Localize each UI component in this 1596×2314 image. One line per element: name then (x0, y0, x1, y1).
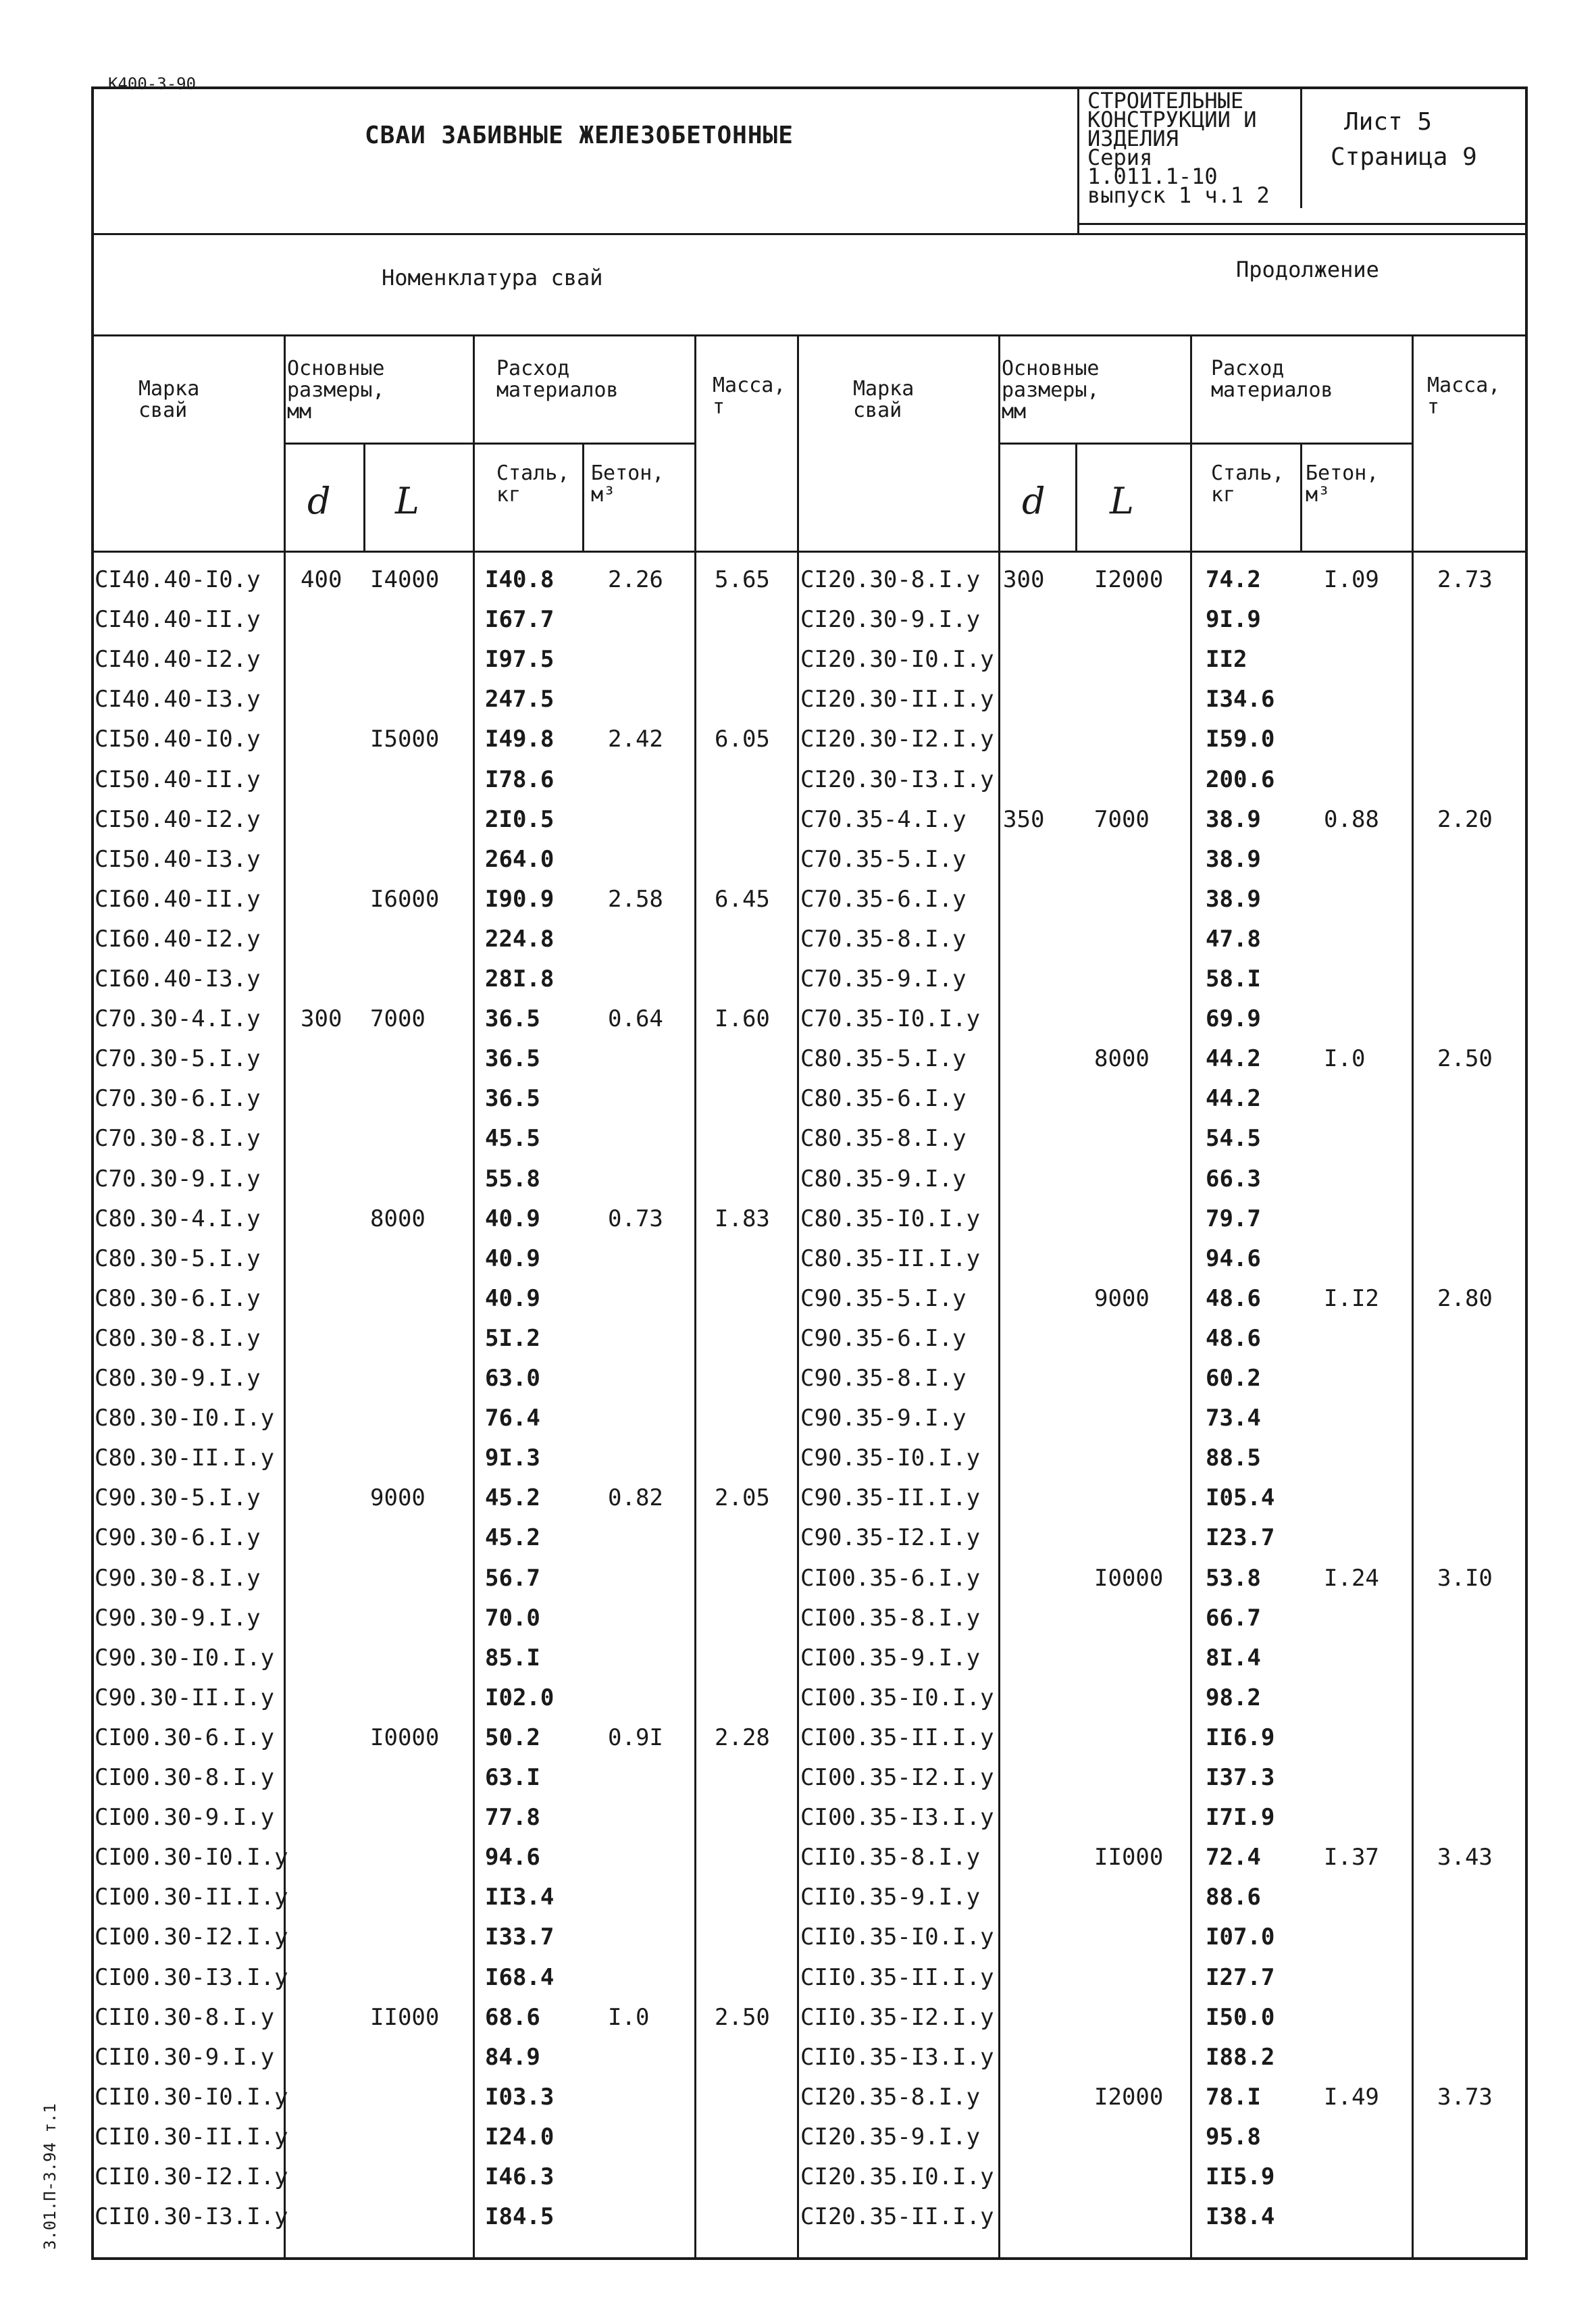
cell-steel: I90.9 (485, 885, 555, 913)
header-mark-line: Марка (138, 377, 200, 401)
cell-mark: С70.30-5.I.у (95, 1045, 261, 1073)
header-steel (496, 463, 569, 506)
cell-mass: 2.73 (1437, 566, 1493, 593)
header-concrete-line: Бетон, (591, 461, 665, 485)
cell-mark: С80.35-9.I.у (800, 1165, 967, 1192)
cell-steel: I07.0 (1206, 1923, 1275, 1951)
cell-concrete: I.0 (608, 2003, 650, 2031)
cell-steel: 9I.3 (485, 1444, 540, 1472)
cell-steel: 53.8 (1206, 1564, 1261, 1592)
cell-mark: СI00.30-I2.I.у (95, 1923, 288, 1951)
header-dims-line: размеры, (1002, 378, 1100, 402)
cell-mark: С80.35-8.I.у (800, 1125, 967, 1153)
rule-col (363, 443, 365, 551)
cell-concrete: I.24 (1324, 1564, 1379, 1592)
cell-mark: СI20.35-II.I.у (800, 2203, 994, 2231)
cell-d: 300 (301, 1005, 342, 1033)
cell-mark: СI50.40-I2.у (95, 805, 261, 833)
header-dims-line: Основные (1002, 357, 1100, 380)
rule-col (582, 443, 584, 551)
cell-mass: I.60 (715, 1005, 770, 1033)
cell-concrete: I.I2 (1324, 1284, 1379, 1312)
cell-steel: 77.8 (485, 1804, 540, 1832)
cell-mark: СI20.35-8.I.у (800, 2083, 981, 2111)
cell-steel: 224.8 (485, 925, 555, 953)
cell-mass: 2.50 (715, 2003, 770, 2031)
cell-mass: 2.20 (1437, 805, 1493, 833)
cell-steel: 88.5 (1206, 1444, 1261, 1472)
cell-mark: С80.30-6.I.у (95, 1284, 261, 1312)
header-mass-line: Масса, (1427, 374, 1501, 397)
cell-mark: СI50.40-II.у (95, 765, 261, 793)
cell-mark: СI60.40-I3.у (95, 965, 261, 992)
header-dims-line: мм (287, 400, 312, 424)
cell-steel: 45.2 (485, 1524, 540, 1552)
cell-steel: 79.7 (1206, 1205, 1261, 1232)
cell-mark: С70.30-8.I.у (95, 1125, 261, 1153)
cell-mass: 3.73 (1437, 2083, 1493, 2111)
cell-mark: С80.30-II.I.у (95, 1444, 275, 1472)
cell-mark: СI60.40-I2.у (95, 925, 261, 953)
cell-mark: С90.30-5.I.у (95, 1484, 261, 1512)
cell-l: 9000 (370, 1484, 426, 1512)
cell-mark: С90.35-8.I.у (800, 1365, 967, 1392)
cell-mark: СI00.35-I2.I.у (800, 1764, 994, 1791)
cell-steel: II2 (1206, 646, 1247, 674)
cell-steel: I59.0 (1206, 726, 1275, 753)
cell-mark: СI20.35.I0.I.у (800, 2163, 994, 2190)
cell-steel: 95.8 (1206, 2123, 1261, 2150)
cell-mark: СI00.35-II.I.у (800, 1724, 994, 1751)
cell-steel: 72.4 (1206, 1844, 1261, 1871)
header-steel (1211, 463, 1284, 506)
cell-mass: 6.05 (715, 726, 770, 753)
cell-l: 7000 (1094, 805, 1150, 833)
cell-mass: 5.65 (715, 566, 770, 593)
cell-steel: I24.0 (485, 2123, 555, 2150)
header-dims-line: размеры, (287, 378, 385, 402)
rule-col (1300, 443, 1302, 551)
header-mark-line: свай (853, 399, 902, 422)
header-dims (287, 358, 385, 423)
series-line: Серия (1087, 145, 1153, 170)
cell-l: II000 (370, 2003, 440, 2031)
cell-l: I2000 (1094, 566, 1164, 593)
cell-steel: 55.8 (485, 1165, 540, 1192)
cell-steel: 5I.2 (485, 1324, 540, 1352)
rule-col (694, 334, 696, 2260)
cell-steel: 38.9 (1206, 845, 1261, 873)
cell-mark: СI00.30-9.I.у (95, 1804, 275, 1832)
cell-mark: СII0.35-II.I.у (800, 1963, 994, 1991)
cell-steel: 44.2 (1206, 1085, 1261, 1113)
cell-steel: I23.7 (1206, 1524, 1275, 1552)
cell-steel: 56.7 (485, 1564, 540, 1592)
cell-steel: 48.6 (1206, 1324, 1261, 1352)
cell-mark: С90.35-6.I.у (800, 1324, 967, 1352)
cell-steel: I49.8 (485, 726, 555, 753)
cell-steel: 68.6 (485, 2003, 540, 2031)
cell-mark: С70.35-6.I.у (800, 885, 967, 913)
cell-mark: С90.35-II.I.у (800, 1484, 981, 1512)
cell-steel: 94.6 (1206, 1244, 1261, 1272)
document-title: СВАИ ЗАБИВНЫЕ ЖЕЛЕЗОБЕТОННЫЕ (365, 122, 794, 149)
header-mass-line: т (1427, 395, 1440, 419)
series-line: 1.011.1-10 (1087, 164, 1218, 189)
cell-steel: 66.7 (1206, 1604, 1261, 1632)
cell-steel: I46.3 (485, 2163, 555, 2190)
cell-mark: С90.30-8.I.у (95, 1564, 261, 1592)
header-steel-line: кг (1211, 483, 1236, 507)
cell-steel: I97.5 (485, 646, 555, 674)
cell-steel: I67.7 (485, 606, 555, 634)
cell-mark: СI50.40-I0.у (95, 726, 261, 753)
cell-concrete: 0.88 (1324, 805, 1379, 833)
cell-concrete: I.09 (1324, 566, 1379, 593)
cell-mark: СI00.30-8.I.у (95, 1764, 275, 1791)
cell-steel: 48.6 (1206, 1284, 1261, 1312)
cell-concrete: 0.82 (608, 1484, 663, 1512)
header-mass (1427, 375, 1500, 418)
cell-mark: СI60.40-II.у (95, 885, 261, 913)
rule-series-underline (1077, 223, 1528, 225)
cell-mass: 2.50 (1437, 1045, 1493, 1073)
cell-steel: 36.5 (485, 1045, 540, 1073)
cell-mark: С70.35-5.I.у (800, 845, 967, 873)
rule-col (473, 334, 475, 2260)
cell-mark: С90.35-5.I.у (800, 1284, 967, 1312)
cell-mark: СI20.30-I3.I.у (800, 765, 994, 793)
cell-steel: I78.6 (485, 765, 555, 793)
rule-col (1412, 334, 1414, 2260)
cell-steel: 63.0 (485, 1365, 540, 1392)
continuation-label: Продолжение (1236, 257, 1379, 282)
header-d-symbol: d (1022, 480, 1046, 522)
cell-mark: С70.30-6.I.у (95, 1085, 261, 1113)
cell-concrete: 0.73 (608, 1205, 663, 1232)
header-materials-line: Расход (1211, 357, 1285, 380)
rule-sheet-divider (1300, 86, 1302, 208)
cell-steel: I68.4 (485, 1963, 555, 1991)
document-code: К400-3-90 (108, 74, 197, 93)
cell-mark: С90.30-II.I.у (95, 1684, 275, 1711)
cell-steel: I27.7 (1206, 1963, 1275, 1991)
rule-col (1190, 334, 1192, 2260)
cell-mark: С80.35-I0.I.у (800, 1205, 981, 1232)
cell-concrete: I.37 (1324, 1844, 1379, 1871)
cell-l: I2000 (1094, 2083, 1164, 2111)
cell-mass: 3.I0 (1437, 1564, 1493, 1592)
cell-steel: 40.9 (485, 1244, 540, 1272)
series-line: выпуск 1 ч.1 2 (1087, 182, 1270, 208)
header-dims-line: мм (1002, 400, 1027, 424)
cell-concrete: 2.58 (608, 885, 663, 913)
cell-mark: С90.35-9.I.у (800, 1405, 967, 1432)
cell-mark: СII0.30-II.I.у (95, 2123, 288, 2150)
cell-steel: 50.2 (485, 1724, 540, 1751)
header-materials (496, 358, 619, 401)
rule-subtitle-bottom (91, 334, 1528, 336)
header-l-symbol: L (1110, 480, 1134, 522)
cell-steel: 74.2 (1206, 566, 1261, 593)
cell-mass: 2.28 (715, 1724, 770, 1751)
cell-steel: 98.2 (1206, 1684, 1261, 1711)
cell-mark: СII0.30-I3.I.у (95, 2203, 288, 2231)
cell-mark: С90.35-I0.I.у (800, 1444, 981, 1472)
cell-steel: I03.3 (485, 2083, 555, 2111)
cell-mark: С80.30-9.I.у (95, 1365, 261, 1392)
cell-mark: СI50.40-I3.у (95, 845, 261, 873)
cell-mark: СII0.35-I2.I.у (800, 2003, 994, 2031)
cell-concrete: 2.42 (608, 726, 663, 753)
rule-column-header-bottom (91, 551, 1528, 553)
table-subtitle: Номенклатура свай (382, 265, 603, 291)
cell-d: 400 (301, 566, 342, 593)
cell-mark: С80.30-8.I.у (95, 1324, 261, 1352)
cell-mark: С90.30-6.I.у (95, 1524, 261, 1552)
series-line: КОНСТРУКЦИИ И (1087, 107, 1257, 132)
series-info (1087, 88, 1270, 208)
cell-steel: I02.0 (485, 1684, 555, 1711)
cell-mass: 2.05 (715, 1484, 770, 1512)
cell-mark: СII0.35-8.I.у (800, 1844, 981, 1871)
cell-steel: 36.5 (485, 1085, 540, 1113)
cell-steel: 66.3 (1206, 1165, 1261, 1192)
cell-mark: СI00.35-I0.I.у (800, 1684, 994, 1711)
cell-mark: СI40.40-II.у (95, 606, 261, 634)
cell-steel: 40.9 (485, 1205, 540, 1232)
cell-steel: 47.8 (1206, 925, 1261, 953)
header-mark-line: свай (138, 399, 188, 422)
header-materials-line: материалов (496, 378, 619, 402)
header-concrete-line: м³ (591, 483, 616, 507)
header-mass-line: т (713, 395, 725, 419)
header-mass-line: Масса, (713, 374, 786, 397)
cell-steel: I7I.9 (1206, 1804, 1275, 1832)
page-number: Страница 9 (1331, 143, 1477, 171)
cell-steel: 78.I (1206, 2083, 1261, 2111)
cell-mark: С70.30-9.I.у (95, 1165, 261, 1192)
cell-l: 8000 (1094, 1045, 1150, 1073)
series-line: СТРОИТЕЛЬНЫЕ (1087, 88, 1244, 114)
cell-steel: 38.9 (1206, 885, 1261, 913)
cell-mark: СI40.40-I3.у (95, 686, 261, 713)
header-mass (713, 375, 786, 418)
cell-l: I0000 (1094, 1564, 1164, 1592)
cell-steel: 70.0 (485, 1604, 540, 1632)
cell-mark: СI40.40-I0.у (95, 566, 261, 593)
cell-steel: I88.2 (1206, 2043, 1275, 2071)
cell-l: 8000 (370, 1205, 426, 1232)
cell-mark: СII0.30-8.I.у (95, 2003, 275, 2031)
cell-mark: СII0.35-I3.I.у (800, 2043, 994, 2071)
cell-mark: С70.35-9.I.у (800, 965, 967, 992)
cell-steel: I05.4 (1206, 1484, 1275, 1512)
header-l-symbol: L (395, 480, 419, 522)
cell-l: I0000 (370, 1724, 440, 1751)
header-mark (853, 378, 914, 422)
cell-steel: 45.5 (485, 1125, 540, 1153)
cell-steel: 40.9 (485, 1284, 540, 1312)
cell-concrete: 0.9I (608, 1724, 663, 1751)
side-code: 3.01.П-3.94 т.1 (41, 2103, 59, 2250)
cell-steel: 44.2 (1206, 1045, 1261, 1073)
cell-steel: 45.2 (485, 1484, 540, 1512)
header-d-symbol: d (307, 480, 331, 522)
cell-mark: С90.35-I2.I.у (800, 1524, 981, 1552)
cell-mark: СI00.30-6.I.у (95, 1724, 275, 1751)
cell-steel: 2I0.5 (485, 805, 555, 833)
cell-steel: 28I.8 (485, 965, 555, 992)
cell-mark: С70.35-8.I.у (800, 925, 967, 953)
header-dims-line: Основные (287, 357, 385, 380)
cell-steel: 9I.9 (1206, 606, 1261, 634)
cell-mark: СI20.30-9.I.у (800, 606, 981, 634)
cell-mark: СII0.30-9.I.у (95, 2043, 275, 2071)
cell-steel: 264.0 (485, 845, 555, 873)
cell-mark: СI00.35-9.I.у (800, 1644, 981, 1671)
cell-steel: I37.3 (1206, 1764, 1275, 1791)
cell-steel: 60.2 (1206, 1365, 1261, 1392)
cell-steel: I34.6 (1206, 686, 1275, 713)
cell-mark: СI00.30-I3.I.у (95, 1963, 288, 1991)
rule-title-divider (1077, 86, 1079, 233)
cell-mark: СI20.30-I0.I.у (800, 646, 994, 674)
cell-steel: I38.4 (1206, 2203, 1275, 2231)
cell-steel: 200.6 (1206, 765, 1275, 793)
rule-header-bottom (91, 233, 1528, 235)
rule-col (1075, 443, 1077, 551)
cell-mass: 2.80 (1437, 1284, 1493, 1312)
cell-mark: С70.35-4.I.у (800, 805, 967, 833)
cell-l: I5000 (370, 726, 440, 753)
cell-l: II000 (1094, 1844, 1164, 1871)
cell-steel: 247.5 (485, 686, 555, 713)
header-dims (1002, 358, 1100, 423)
cell-mark: С80.30-4.I.у (95, 1205, 261, 1232)
cell-mass: 3.43 (1437, 1844, 1493, 1871)
cell-mark: С80.35-5.I.у (800, 1045, 967, 1073)
sheet-number: Лист 5 (1344, 108, 1433, 136)
cell-mark: С90.30-I0.I.у (95, 1644, 275, 1671)
cell-l: 7000 (370, 1005, 426, 1033)
cell-mark: С80.35-II.I.у (800, 1244, 981, 1272)
cell-steel: 76.4 (485, 1405, 540, 1432)
cell-mark: СI20.30-II.I.у (800, 686, 994, 713)
cell-mark: С80.30-5.I.у (95, 1244, 261, 1272)
cell-steel: I50.0 (1206, 2003, 1275, 2031)
cell-steel: II6.9 (1206, 1724, 1275, 1751)
rule-subheader (998, 443, 1412, 445)
cell-mark: СI00.30-I0.I.у (95, 1844, 288, 1871)
cell-mark: С90.30-9.I.у (95, 1604, 261, 1632)
cell-mark: СI20.30-8.I.у (800, 566, 981, 593)
cell-steel: 38.9 (1206, 805, 1261, 833)
cell-mass: I.83 (715, 1205, 770, 1232)
cell-mark: С80.30-I0.I.у (95, 1405, 275, 1432)
cell-l: I6000 (370, 885, 440, 913)
header-materials-line: материалов (1211, 378, 1333, 402)
series-line: ИЗДЕЛИЯ (1087, 126, 1179, 151)
cell-mark: СII0.30-I2.I.у (95, 2163, 288, 2190)
header-concrete-line: Бетон, (1306, 461, 1379, 485)
cell-mass: 6.45 (715, 885, 770, 913)
cell-mark: СI00.35-8.I.у (800, 1604, 981, 1632)
cell-concrete: I.49 (1324, 2083, 1379, 2111)
header-materials (1211, 358, 1333, 401)
rule-col (797, 334, 799, 2260)
cell-mark: СI00.35-6.I.у (800, 1564, 981, 1592)
cell-steel: 88.6 (1206, 1884, 1261, 1911)
cell-mark: СII0.30-I0.I.у (95, 2083, 288, 2111)
cell-steel: 69.9 (1206, 1005, 1261, 1033)
cell-mark: СI00.30-II.I.у (95, 1884, 288, 1911)
cell-steel: 36.5 (485, 1005, 540, 1033)
header-materials-line: Расход (496, 357, 570, 380)
cell-l: I4000 (370, 566, 440, 593)
rule-subheader (284, 443, 694, 445)
rule-col (998, 334, 1000, 2260)
cell-steel: 58.I (1206, 965, 1261, 992)
cell-steel: II5.9 (1206, 2163, 1275, 2190)
cell-concrete: 2.26 (608, 566, 663, 593)
cell-steel: 85.I (485, 1644, 540, 1671)
cell-concrete: I.0 (1324, 1045, 1366, 1073)
cell-mark: С80.35-6.I.у (800, 1085, 967, 1113)
cell-steel: II3.4 (485, 1884, 555, 1911)
cell-l: 9000 (1094, 1284, 1150, 1312)
cell-d: 350 (1003, 805, 1045, 833)
cell-mark: СI20.35-9.I.у (800, 2123, 981, 2150)
header-concrete-line: м³ (1306, 483, 1331, 507)
cell-mark: СII0.35-9.I.у (800, 1884, 981, 1911)
header-steel-line: Сталь, (1211, 461, 1285, 485)
cell-mark: СII0.35-I0.I.у (800, 1923, 994, 1951)
cell-d: 300 (1003, 566, 1045, 593)
cell-steel: I33.7 (485, 1923, 555, 1951)
header-concrete (591, 463, 664, 506)
cell-steel: 8I.4 (1206, 1644, 1261, 1671)
cell-mark: СI00.35-I3.I.у (800, 1804, 994, 1832)
cell-mark: СI20.30-I2.I.у (800, 726, 994, 753)
header-concrete (1306, 463, 1379, 506)
header-steel-line: кг (496, 483, 521, 507)
cell-mark: С70.35-I0.I.у (800, 1005, 981, 1033)
header-mark-line: Марка (853, 377, 915, 401)
cell-mark: СI40.40-I2.у (95, 646, 261, 674)
cell-mark: С70.30-4.I.у (95, 1005, 261, 1033)
cell-steel: 73.4 (1206, 1405, 1261, 1432)
cell-steel: I84.5 (485, 2203, 555, 2231)
cell-steel: I40.8 (485, 566, 555, 593)
cell-steel: 84.9 (485, 2043, 540, 2071)
header-steel-line: Сталь, (496, 461, 570, 485)
header-mark (138, 378, 199, 422)
cell-steel: 54.5 (1206, 1125, 1261, 1153)
cell-concrete: 0.64 (608, 1005, 663, 1033)
cell-steel: 63.I (485, 1764, 540, 1791)
cell-steel: 94.6 (485, 1844, 540, 1871)
